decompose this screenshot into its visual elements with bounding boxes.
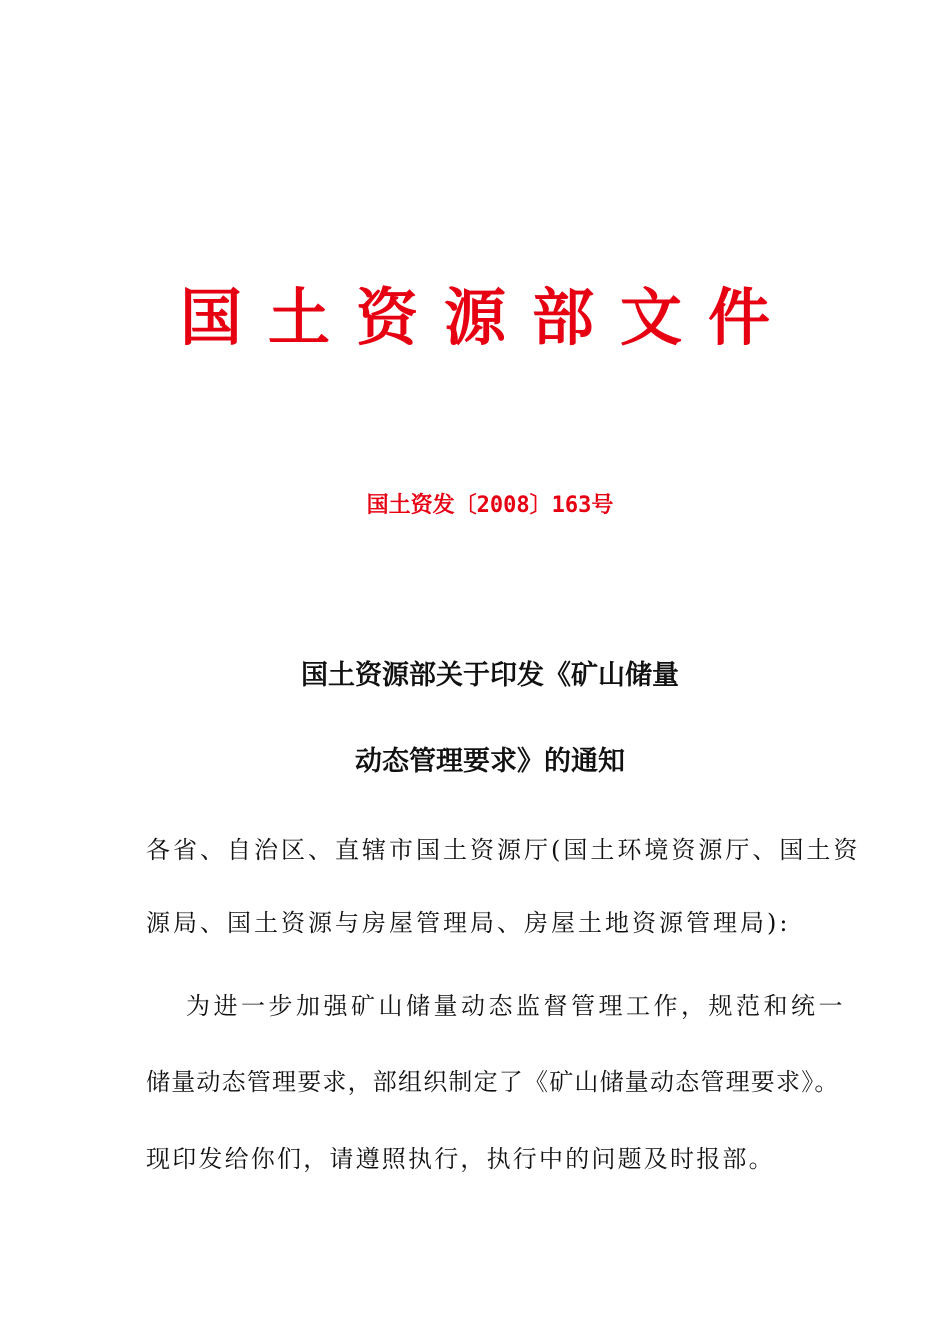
notice-title-line-2: 动态管理要求》的通知 — [355, 746, 625, 777]
notice-title-line-1: 国土资源部关于印发《矿山储量 — [301, 660, 679, 691]
addressee-line-2: 源局、国土资源与房屋管理局、房屋土地资源管理局): — [146, 909, 791, 937]
body-paragraph-line-3: 现印发给你们，请遵照执行，执行中的问题及时报部。 — [146, 1145, 775, 1173]
body-paragraph-line-2: 储量动态管理要求，部组织制定了《矿山储量动态管理要求》。 — [146, 1068, 840, 1096]
body-paragraph-line-1: 为进一步加强矿山储量动态监督管理工作，规范和统一 — [186, 992, 846, 1020]
issuer-header-title: 国土资源部文件 — [179, 281, 796, 354]
addressee-line-1: 各省、自治区、直辖市国土资源厅(国土环境资源厅、国土资 — [146, 836, 861, 864]
document-number: 国土资发〔2008〕163号 — [366, 493, 614, 518]
